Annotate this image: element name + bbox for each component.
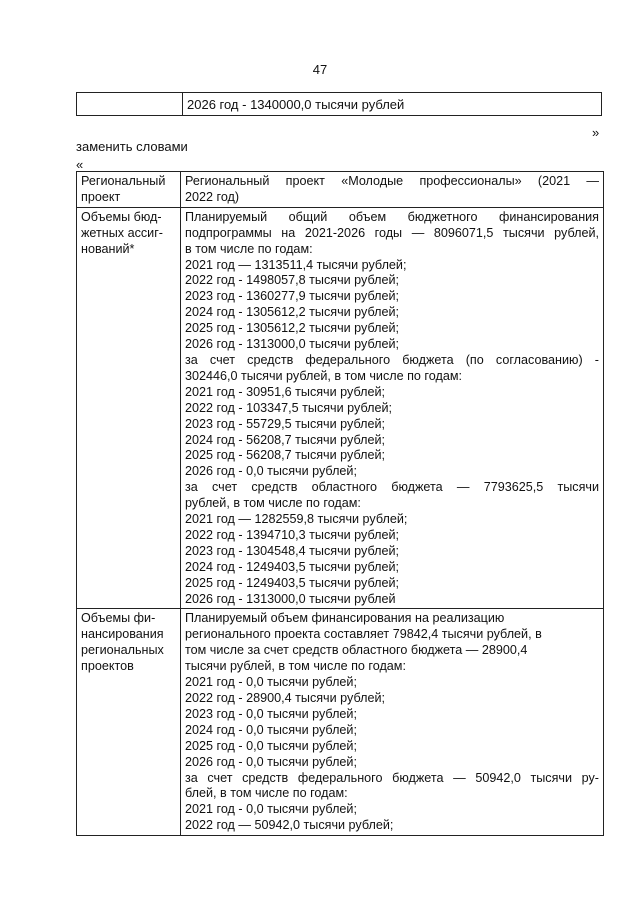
row-label-cell (77, 172, 181, 208)
row-content-line: 2026 год - 0,0 тысячи рублей; (185, 464, 357, 479)
row-content-line: 2021 год - 0,0 тысячи рублей; (185, 802, 357, 817)
previous-table-fragment (76, 92, 602, 116)
row-content-line: 2023 год - 1304548,4 тысячи рублей; (185, 543, 399, 558)
table-row (77, 609, 604, 836)
row-label-line: проект (81, 189, 121, 204)
row-content-line: 2021 год — 1282559,8 тысячи рублей; (185, 512, 408, 527)
table-cell-value: 2026 год - 1340000,0 тысячи рублей (183, 93, 602, 116)
row-content-line: 302446,0 тысячи рублей, в том числе по годам: (185, 368, 462, 383)
passport-table (76, 171, 604, 836)
closing-quote: » (592, 125, 600, 140)
row-content-line: подпрограммы на 2021-2026 годы — 8096071,5 тысячи рублей, (185, 225, 599, 240)
row-content-line: 2024 год - 56208,7 тысячи рублей; (185, 432, 385, 447)
row-content-line: 2026 год - 0,0 тысячи рублей; (185, 754, 357, 769)
row-label-line: региональных (81, 643, 164, 658)
row-content-line: в том числе по годам: (185, 241, 313, 256)
row-content-line: 2022 год - 103347,5 тысячи рублей; (185, 400, 392, 415)
row-content-cell (181, 172, 604, 208)
row-label-cell (77, 609, 181, 836)
row-content-line: 2023 год - 55729,5 тысячи рублей; (185, 416, 385, 431)
passport-table-body (77, 172, 604, 836)
row-content-line: Региональный проект «Молодые профессионалы» (2021 — (185, 174, 599, 188)
row-content-line: 2023 год - 0,0 тысячи рублей; (185, 706, 357, 721)
row-label-line: нансирования (81, 627, 164, 642)
row-content-line: за счет средств федерального бюджета (по согласованию) - (185, 352, 599, 367)
table-row (77, 93, 602, 116)
row-content-line: 2021 год — 1313511,4 тысячи рублей; (185, 257, 407, 272)
opening-quote: « (76, 157, 84, 172)
row-content-line: 2022 год - 1498057,8 тысячи рублей; (185, 273, 399, 288)
row-content-line: 2026 год - 1313000,0 тысячи рублей; (185, 337, 399, 352)
row-content-line: 2021 год - 30951,6 тысячи рублей; (185, 384, 385, 399)
table-cell-label (77, 93, 183, 116)
row-content-line: Планируемый объем финансирования на реализацию (185, 611, 505, 626)
row-label-cell (77, 207, 181, 609)
row-label-line: Объемы фи- (81, 611, 156, 626)
row-content-line: 2024 год - 0,0 тысячи рублей; (185, 722, 357, 737)
row-content-line: 2021 год - 0,0 тысячи рублей; (185, 675, 357, 690)
row-content-line: 2024 год - 1305612,2 тысячи рублей; (185, 305, 399, 320)
row-content-line: 2022 год) (185, 189, 240, 204)
row-content-line: Планируемый общий объем бюджетного финансирования (185, 209, 599, 224)
row-content-line: 2022 год — 50942,0 тысячи рублей; (185, 818, 394, 833)
row-content-line: 2025 год - 1305612,2 тысячи рублей; (185, 321, 399, 336)
page-number: 47 (312, 62, 328, 77)
replace-label: заменить словами (76, 139, 188, 154)
row-content-line: блей, в том числе по годам: (185, 786, 348, 801)
row-content-line: 2022 год - 28900,4 тысячи рублей; (185, 691, 385, 705)
row-label-line: жетных ассиг- (81, 225, 164, 240)
row-label-line: Объемы бюд- (81, 209, 162, 224)
row-label-line: проектов (81, 659, 134, 674)
row-content-line: 2025 год - 0,0 тысячи рублей; (185, 738, 357, 753)
row-content-line: тысячи рублей, в том числе по годам: (185, 659, 406, 674)
row-label-line: нований* (81, 241, 135, 256)
row-content-cell (181, 207, 604, 609)
row-content-line: регионального проекта составляет 79842,4 тысячи рублей, в (185, 627, 542, 642)
row-content-line: за счет средств областного бюджета — 7793625,5 тысячи (185, 480, 599, 495)
row-label-line: Региональный (81, 174, 166, 188)
row-content-line: 2025 год - 1249403,5 тысячи рублей; (185, 575, 399, 590)
row-content-cell (181, 609, 604, 836)
row-content-line: 2023 год - 1360277,9 тысячи рублей; (185, 289, 399, 304)
row-content-line: 2025 год - 56208,7 тысячи рублей; (185, 448, 385, 463)
row-content-line: 2026 год - 1313000,0 тысячи рублей (185, 591, 396, 606)
table-row (77, 207, 604, 609)
row-content-line: 2022 год - 1394710,3 тысячи рублей; (185, 527, 399, 542)
row-content-line: за счет средств федерального бюджета — 50942,0 тысячи ру- (185, 770, 599, 785)
table-row (77, 172, 604, 208)
row-content-line: 2024 год - 1249403,5 тысячи рублей; (185, 559, 399, 574)
row-content-line: рублей, в том числе по годам: (185, 496, 361, 511)
row-content-line: том числе за счет средств областного бюджета — 28900,4 (185, 643, 528, 658)
